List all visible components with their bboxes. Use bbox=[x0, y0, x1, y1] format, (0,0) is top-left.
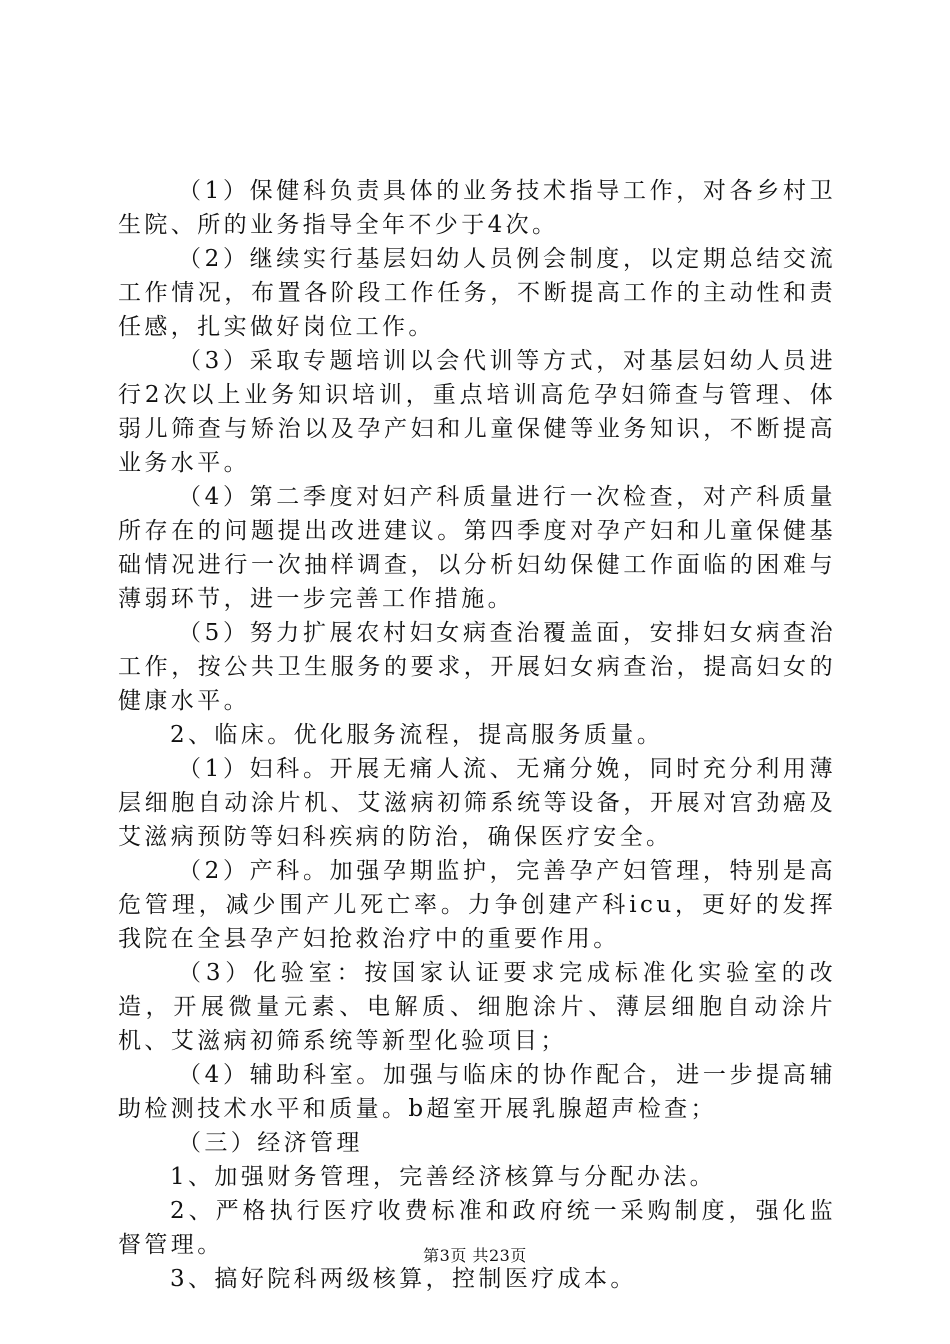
paragraph-economic-3: 3、搞好院科两级核算，控制医疗成本。 bbox=[170, 1266, 637, 1292]
paragraph-economic-2: 2、严格执行医疗收费标准和政府统一采购制度，强化监督管理。 bbox=[118, 1198, 836, 1258]
paragraph-obstetrics: （2）产科。加强孕期监护，完善孕产妇管理，特别是高危管理，减少围产儿死亡率。力争创建产科icu，更好的发挥我院在全县孕产妇抢救治疗中的重要作用。 bbox=[118, 858, 836, 952]
paragraph-gynecology: （1）妇科。开展无痛人流、无痛分娩，同时充分利用薄层细胞自动涂片机、艾滋病初筛系统等设备，开展对宫劲癌及艾滋病预防等妇科疾病的防治，确保医疗安全。 bbox=[118, 756, 836, 850]
page-number-footer: 第3页 共23页 bbox=[423, 1246, 527, 1265]
paragraph-item-5: （5）努力扩展农村妇女病查治覆盖面，安排妇女病查治工作，按公共卫生服务的要求，开展妇女病查治，提高妇女的健康水平。 bbox=[118, 620, 836, 714]
paragraph-item-2: （2）继续实行基层妇幼人员例会制度，以定期总结交流工作情况，布置各阶段工作任务，不断提高工作的主动性和责任感，扎实做好岗位工作。 bbox=[118, 246, 836, 340]
paragraph-economic-1: 1、加强财务管理，完善经济核算与分配办法。 bbox=[170, 1164, 717, 1190]
paragraph-item-4: （4）第二季度对妇产科质量进行一次检查，对产科质量所存在的问题提出改进建议。第四季度对孕产妇和儿童保健基础情况进行一次抽样调查，以分析妇幼保健工作面临的困难与薄弱环节，进一步完善工作措施。 bbox=[118, 484, 836, 612]
paragraph-laboratory: （3）化验室：按国家认证要求完成标准化实验室的改造，开展微量元素、电解质、细胞涂片、薄层细胞自动涂片机、艾滋病初筛系统等新型化验项目； bbox=[118, 960, 836, 1054]
section-clinical-heading: 2、临床。优化服务流程，提高服务质量。 bbox=[170, 722, 664, 748]
paragraph-auxiliary: （4）辅助科室。加强与临床的协作配合，进一步提高辅助检测技术水平和质量。b超室开展乳腺超声检查； bbox=[118, 1062, 836, 1122]
paragraph-item-3: （3）采取专题培训以会代训等方式，对基层妇幼人员进行2次以上业务知识培训，重点培训高危孕妇筛查与管理、体弱儿筛查与矫治以及孕产妇和儿童保健等业务知识，不断提高业务水平。 bbox=[118, 348, 836, 476]
section-economic-heading: （三）经济管理 bbox=[178, 1130, 363, 1156]
paragraph-item-1: （1）保健科负责具体的业务技术指导工作，对各乡村卫生院、所的业务指导全年不少于4次。 bbox=[118, 178, 836, 238]
document-body bbox=[118, 174, 836, 1296]
